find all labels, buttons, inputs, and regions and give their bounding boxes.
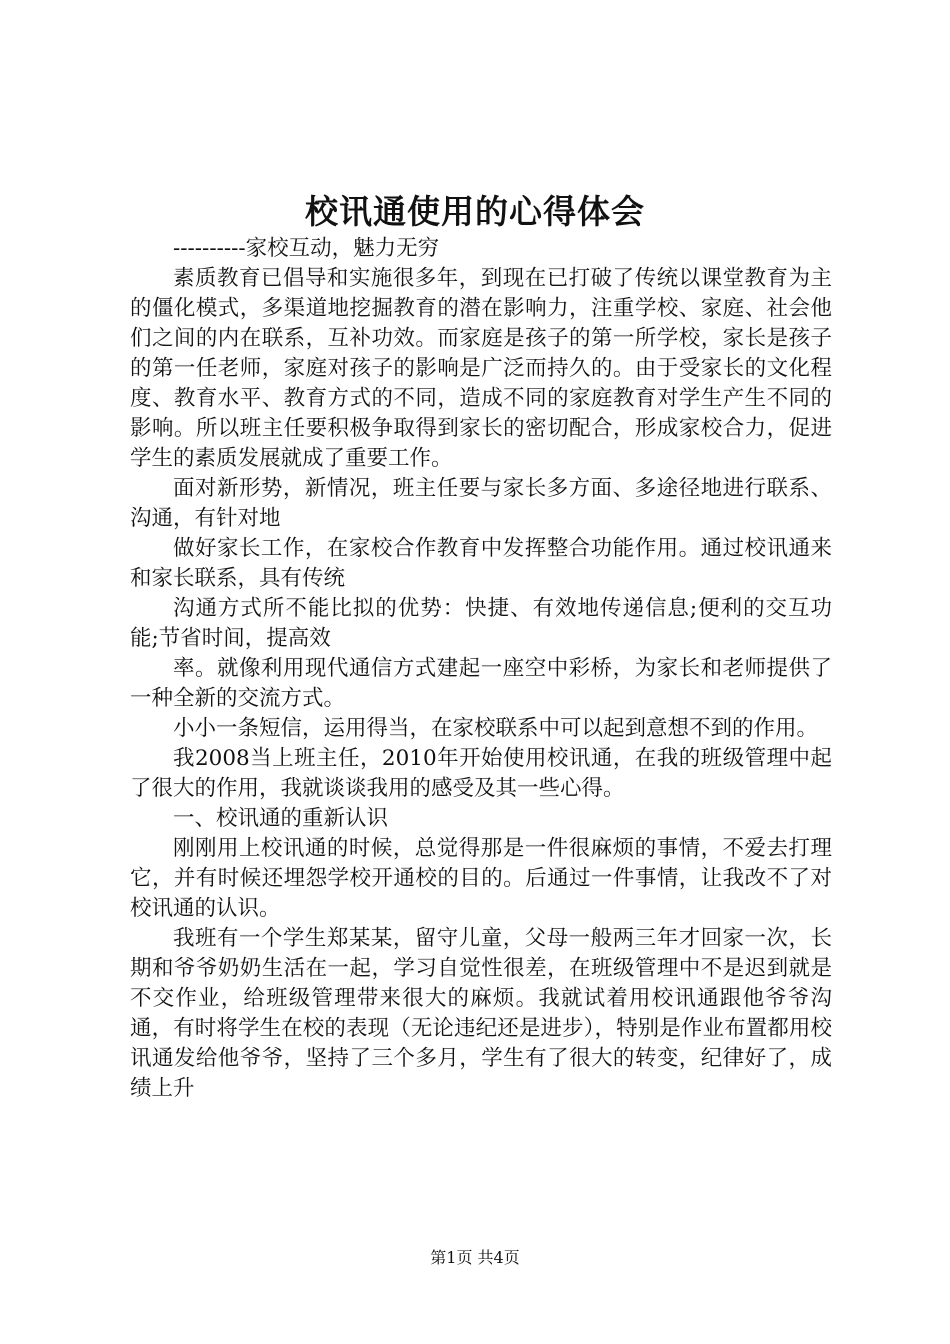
section-heading: 一、校讯通的重新认识 (173, 806, 389, 831)
paragraph: 我2008当上班主任，2010年开始使用校讯通，在我的班级管理中起了很大的作用，我就谈谈我用的感受及其一些心得。 (130, 746, 832, 801)
document-body (130, 234, 832, 1104)
subtitle: ----------家校互动，魅力无穷 (173, 236, 440, 261)
page-footer: 第1页 共4页 (430, 1248, 520, 1267)
paragraph: 刚刚用上校讯通的时候，总觉得那是一件很麻烦的事情，不爱去打理它，并有时候还埋怨学校开通校的目的。后通过一件事情，让我改不了对校讯通的认识。 (130, 836, 832, 921)
paragraph: 小小一条短信，运用得当，在家校联系中可以起到意想不到的作用。 (173, 716, 819, 741)
paragraph: 率。就像利用现代通信方式建起一座空中彩桥，为家长和老师提供了一种全新的交流方式。 (130, 656, 832, 711)
paragraph: 面对新形势，新情况，班主任要与家长多方面、多途径地进行联系、沟通，有针对地 (130, 476, 832, 531)
paragraph: 沟通方式所不能比拟的优势：快捷、有效地传递信息;便利的交互功能;节省时间，提高效 (130, 596, 832, 651)
paragraph: 我班有一个学生郑某某，留守儿童，父母一般两三年才回家一次，长期和爷爷奶奶生活在一起，学习自觉性很差，在班级管理中不是迟到就是不交作业，给班级管理带来很大的麻烦。我就试着用校讯通跟他爷爷沟通，有时将学生在校的表现（无论违纪还是进步），特别是作业布置都用校讯通发给他爷爷，坚持了三个多月，学生有了很大的转变，纪律好了，成绩上升 (130, 926, 832, 1101)
paragraph: 素质教育已倡导和实施很多年，到现在已打破了传统以课堂教育为主的僵化模式，多渠道地挖掘教育的潜在影响力，注重学校、家庭、社会他们之间的内在联系，互补功效。而家庭是孩子的第一所学校，家长是孩子的第一任老师，家庭对孩子的影响是广泛而持久的。由于受家长的文化程度、教育水平、教育方式的不同，造成不同的家庭教育对学生产生不同的影响。所以班主任要积极争取得到家长的密切配合，形成家校合力，促进学生的素质发展就成了重要工作。 (130, 266, 832, 471)
document-title: 校讯通使用的心得体会 (305, 192, 645, 231)
paragraph: 做好家长工作，在家校合作教育中发挥整合功能作用。通过校讯通来和家长联系，具有传统 (130, 536, 832, 591)
